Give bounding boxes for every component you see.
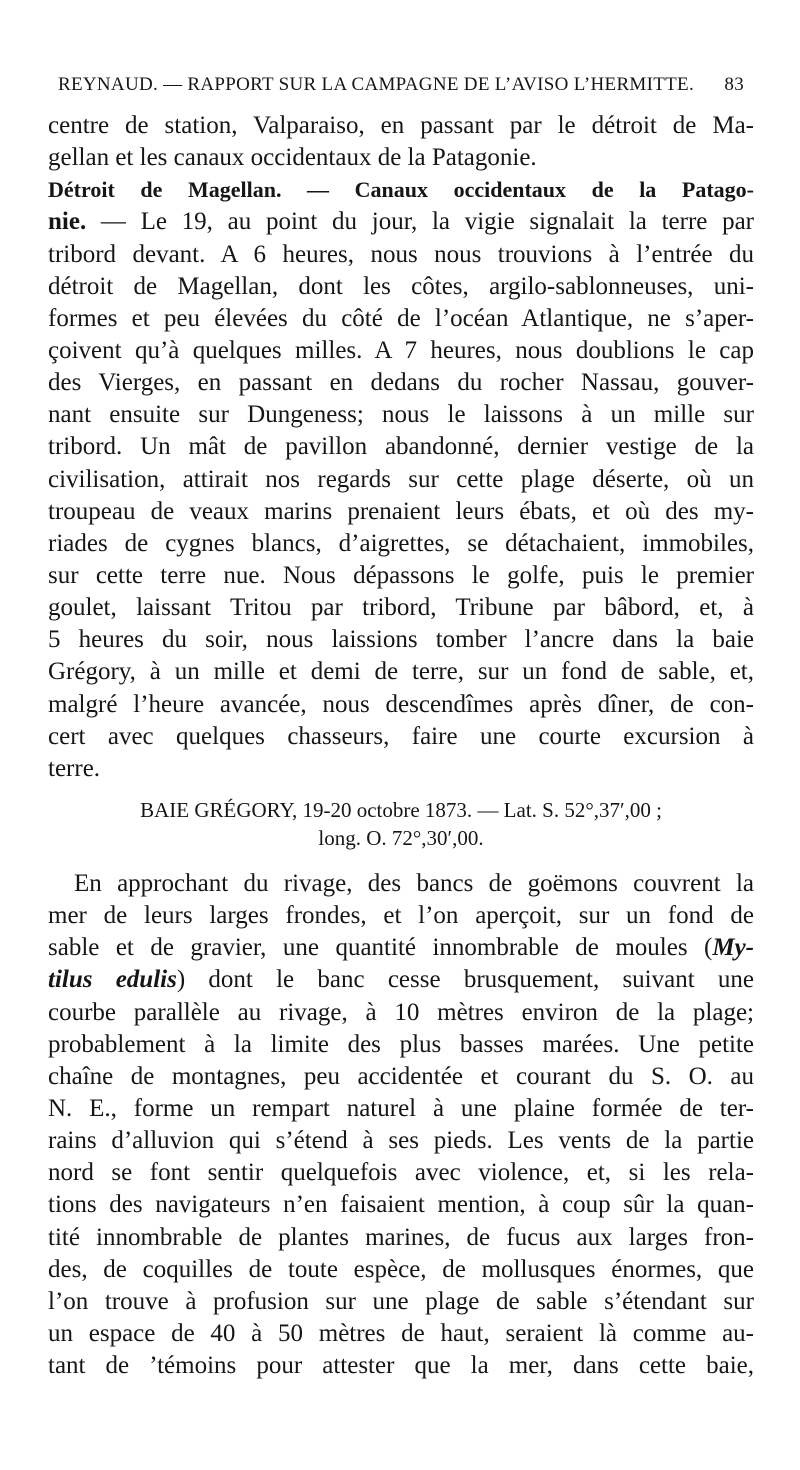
text-line: troupeau de veaux marins prenaient leurs ébats, et où des my-: [48, 497, 754, 525]
text-line: 5 heures du soir, nous laissions tomber l’ancre dans la baie: [48, 626, 754, 654]
text-line: des Vierges, en passant en dedans du rocher Nassau, gouver-: [48, 369, 754, 397]
text-line: En approchant du rivage, des bancs de goëmons couvrent la: [74, 870, 754, 897]
text-line: gellan et les canaux occidentaux de la Patagonie.: [48, 144, 537, 172]
text-line: [48, 932, 754, 964]
text-line: goulet, laissant Tritou par tribord, Tribune par bâbord, et, à: [48, 594, 754, 622]
text-line: tribord. Un mât de pavillon abandonné, dernier vestige de la: [48, 433, 754, 461]
text-line: centre de station, Valparaiso, en passant par le détroit de Ma-: [48, 112, 754, 139]
text-line: des, de coquilles de toute espèce, de mollusques énormes, que: [48, 1255, 754, 1283]
body-text-upper: [48, 110, 754, 785]
text-line: [48, 964, 754, 996]
text-line: civilisation, attirait nos regards sur cette plage déserte, où un: [48, 465, 754, 493]
station-line: long. O. 72°,30′,00.: [318, 826, 484, 850]
text-line-rest: — Le 19, au point du jour, la vigie signalait la terre par: [86, 208, 754, 236]
text-line: tant de ’témoins pour attester que la mer, dans cette baie,: [48, 1352, 754, 1380]
text-line: détroit de Magellan, dont les côtes, argilo-sablonneuses, uni-: [48, 272, 754, 300]
text-line: chaîne de montagnes, peu accidentée et courant du S. O. au: [48, 1062, 754, 1090]
text-line: sur cette terre nue. Nous dépassons le golfe, puis le premier: [48, 561, 754, 589]
text-line: mer de leurs larges frondes, et l’on aperçoit, sur un fond de: [48, 902, 754, 930]
section-heading: Détroit de Magellan. — Canaux occidentaux de la Patago-: [48, 177, 754, 203]
text-line: riades de cygnes blancs, d’aigrettes, se détachaient, immobiles,: [48, 529, 754, 557]
text-segment: sable et de gravier, une quantité innombrable de moules (: [48, 934, 713, 962]
text-line: probablement à la limite des plus basses marées. Une petite: [48, 1030, 754, 1058]
text-line: tions des navigateurs n’en faisaient mention, à coup sûr la quan-: [48, 1191, 754, 1219]
text-line: cert avec quelques chasseurs, faire une courte excursion à: [48, 722, 754, 750]
page-number: 83: [724, 74, 744, 95]
running-title: REYNAUD. — RAPPORT SUR LA CAMPAGNE DE L’AVISO L’HERMITTE.: [58, 74, 695, 95]
section-heading-end: nie.: [48, 208, 87, 236]
text-line: formes et peu élevées du côté de l’océan Atlantique, ne s’aper-: [48, 304, 754, 332]
text-segment: ) dont le banc cesse brusquement, suivant une: [176, 966, 755, 994]
text-line: Grégory, à un mille et demi de terre, sur un fond de sable, et,: [48, 658, 754, 686]
species-name: tilus edulis: [48, 966, 177, 994]
text-line: nord se font sentir quelquefois avec violence, et, si les rela-: [48, 1159, 754, 1187]
text-line: [48, 206, 754, 238]
station-caption: [48, 796, 754, 852]
text-line: çoivent qu’à quelques milles. A 7 heures, nous doublions le cap: [48, 336, 754, 364]
text-line: N. E., forme un rempart naturel à une plaine formée de ter-: [48, 1094, 754, 1122]
text-line: nant ensuite sur Dungeness; nous le laissons à un mille sur: [48, 401, 754, 429]
species-name: My-: [712, 934, 754, 962]
text-line: rains d’alluvion qui s’étend à ses pieds. Les vents de la partie: [48, 1127, 754, 1155]
text-line: un espace de 40 à 50 mètres de haut, seraient là comme au-: [48, 1319, 754, 1347]
text-line: tribord devant. A 6 heures, nous nous trouvions à l’entrée du: [48, 240, 754, 268]
body-text-lower: [48, 868, 754, 1382]
text-line: l’on trouve à profusion sur une plage de sable s’étendant sur: [48, 1287, 754, 1315]
text-line: terre.: [48, 754, 101, 782]
text-line: courbe parallèle au rivage, à 10 mètres environ de la plage;: [48, 998, 754, 1026]
text-line: tité innombrable de plantes marines, de fucus aux larges fron-: [48, 1223, 754, 1251]
station-line: BAIE GRÉGORY, 19-20 octobre 1873. — Lat. S. 52°,37′,00 ;: [140, 798, 662, 822]
text-line: malgré l’heure avancée, nous descendîmes après dîner, de con-: [48, 690, 754, 718]
running-header: [58, 74, 744, 100]
